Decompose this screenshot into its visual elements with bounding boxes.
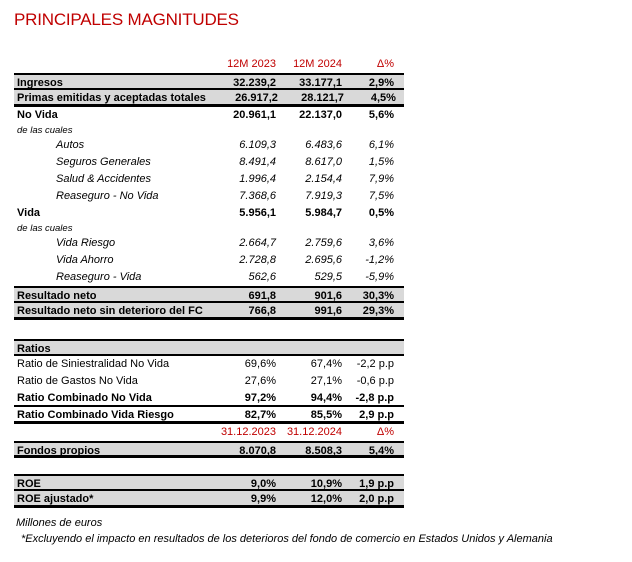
value-period-1: 97,2%	[244, 392, 276, 404]
value-delta: 29,3%	[362, 305, 394, 317]
table-row	[14, 356, 404, 373]
row-label: Resultado neto	[17, 290, 97, 302]
value-period-2: 12,0%	[310, 493, 342, 505]
value-period-1: 69,6%	[244, 358, 276, 370]
row-label: Vida Ahorro	[56, 254, 114, 266]
table-row	[14, 491, 404, 508]
row-label: Reaseguro - No Vida	[56, 190, 159, 202]
value-period-1: 9,9%	[250, 493, 276, 505]
value-period-2: 85,5%	[310, 409, 342, 421]
period-1-header: 31.12.2023	[220, 426, 276, 438]
row-label: Ratio Combinado No Vida	[17, 392, 152, 404]
footnote-units: Millones de euros	[16, 517, 103, 529]
table-row	[14, 107, 404, 124]
row-label: Salud & Accidentes	[56, 173, 151, 185]
value-period-2: 27,1%	[310, 375, 342, 387]
table-row	[14, 286, 404, 303]
row-label: de las cuales	[17, 223, 73, 234]
table-row	[14, 390, 404, 407]
footnote-exclusion: *Excluyendo el impacto en resultados de los deterioros del fondo de comercio en Estados Unidos y Alemania	[21, 533, 553, 545]
row-label: Vida	[17, 207, 41, 219]
value-period-2: 22.137,0	[299, 109, 342, 121]
value-delta: 0,5%	[368, 207, 394, 219]
value-delta: -2,8 p.p	[355, 392, 394, 404]
table-row	[14, 235, 404, 252]
value-period-2: 5.984,7	[305, 207, 342, 219]
row-label: Ratio de Gastos No Vida	[17, 375, 138, 387]
value-period-1: 2.664,7	[239, 237, 276, 249]
value-period-1: 562,6	[248, 271, 276, 283]
delta-header: Δ%	[376, 58, 394, 70]
value-period-1: 32.239,2	[233, 77, 276, 89]
value-delta: 2,9 p.p	[359, 409, 394, 421]
table-row	[14, 73, 404, 90]
value-delta: 4,5%	[370, 92, 396, 104]
value-period-2: 2.759,6	[305, 237, 342, 249]
value-period-2: 33.177,1	[299, 77, 342, 89]
table-row	[14, 124, 404, 137]
value-period-2: 10,9%	[310, 478, 342, 490]
table-row	[14, 441, 404, 458]
value-delta: 1,5%	[368, 156, 394, 168]
magnitudes-table	[14, 56, 404, 508]
value-period-1: 1.996,4	[239, 173, 276, 185]
value-delta: 7,9%	[368, 173, 394, 185]
value-period-2: 8.508,3	[305, 445, 342, 457]
value-period-2: 2.695,6	[305, 254, 342, 266]
table-row	[14, 222, 404, 235]
value-period-2: 67,4%	[310, 358, 342, 370]
row-label: No Vida	[17, 109, 58, 121]
row-label: Ratio Combinado Vida Riesgo	[17, 409, 174, 421]
value-period-1: 8.070,8	[239, 445, 276, 457]
value-delta: -0,6 p.p	[356, 375, 394, 387]
value-period-1: 8.491,4	[239, 156, 276, 168]
value-delta: 3,6%	[368, 237, 394, 249]
table-row	[14, 407, 404, 424]
table-row	[14, 205, 404, 222]
row-label: Ingresos	[17, 77, 63, 89]
spacer-row	[14, 458, 404, 474]
value-period-2: 94,4%	[310, 392, 342, 404]
value-period-1: 9,0%	[250, 478, 276, 490]
value-delta: 1,9 p.p	[359, 478, 394, 490]
value-period-2: 8.617,0	[305, 156, 342, 168]
row-label: Resultado neto sin deterioro del FC	[17, 305, 203, 317]
row-label: Autos	[56, 139, 85, 151]
value-period-1: 6.109,3	[239, 139, 276, 151]
value-delta: 7,5%	[368, 190, 394, 202]
value-period-2: 7.919,3	[305, 190, 342, 202]
value-period-2: 529,5	[314, 271, 342, 283]
value-delta: 6,1%	[368, 139, 394, 151]
value-delta: 2,9%	[368, 77, 394, 89]
table-row	[14, 373, 404, 390]
delta-header: Δ%	[376, 426, 394, 438]
row-label: Seguros Generales	[56, 156, 151, 168]
value-period-1: 5.956,1	[239, 207, 276, 219]
period-2-header: 31.12.2024	[286, 426, 342, 438]
value-period-1: 26.917,2	[235, 92, 278, 104]
row-label: ROE ajustado*	[17, 493, 94, 505]
value-period-1: 766,8	[248, 305, 276, 317]
row-label: ROE	[17, 478, 41, 490]
value-period-1: 691,8	[248, 290, 276, 302]
value-period-1: 2.728,8	[239, 254, 276, 266]
value-delta: 5,6%	[368, 109, 394, 121]
table-row	[14, 171, 404, 188]
table-row	[14, 252, 404, 269]
table-row	[14, 474, 404, 491]
table-row	[14, 188, 404, 205]
value-period-1: 82,7%	[244, 409, 276, 421]
value-period-2: 901,6	[314, 290, 342, 302]
value-delta: 30,3%	[362, 290, 394, 302]
row-label: Ratios	[17, 343, 51, 355]
table-row	[14, 154, 404, 171]
column-header-row	[14, 56, 404, 73]
value-period-2: 28.121,7	[301, 92, 344, 104]
value-delta: 5,4%	[368, 445, 394, 457]
period-2-header: 12M 2024	[293, 58, 342, 70]
value-period-1: 7.368,6	[239, 190, 276, 202]
page-title: PRINCIPALES MAGNITUDES	[14, 10, 239, 29]
value-delta: -2,2 p.p	[356, 358, 394, 370]
row-label: Vida Riesgo	[56, 237, 116, 249]
table-row	[14, 303, 404, 320]
value-period-2: 2.154,4	[305, 173, 342, 185]
value-delta: -5,9%	[365, 271, 394, 283]
value-period-2: 6.483,6	[305, 139, 342, 151]
period-1-header: 12M 2023	[227, 58, 276, 70]
value-delta: 2,0 p.p	[359, 493, 394, 505]
row-label: Ratio de Siniestralidad No Vida	[17, 358, 170, 370]
value-period-2: 991,6	[314, 305, 342, 317]
value-period-1: 20.961,1	[233, 109, 276, 121]
footnotes	[16, 515, 632, 547]
row-label: de las cuales	[17, 125, 73, 136]
row-label: Primas emitidas y aceptadas totales	[17, 92, 206, 104]
table-row	[14, 339, 404, 356]
column-header-row	[14, 424, 404, 441]
value-period-1: 27,6%	[244, 375, 276, 387]
table-row	[14, 137, 404, 154]
spacer-row	[14, 320, 404, 339]
table-row	[14, 90, 404, 107]
row-label: Reaseguro - Vida	[56, 271, 142, 283]
table-row	[14, 269, 404, 286]
value-delta: -1,2%	[365, 254, 394, 266]
row-label: Fondos propios	[17, 445, 101, 457]
